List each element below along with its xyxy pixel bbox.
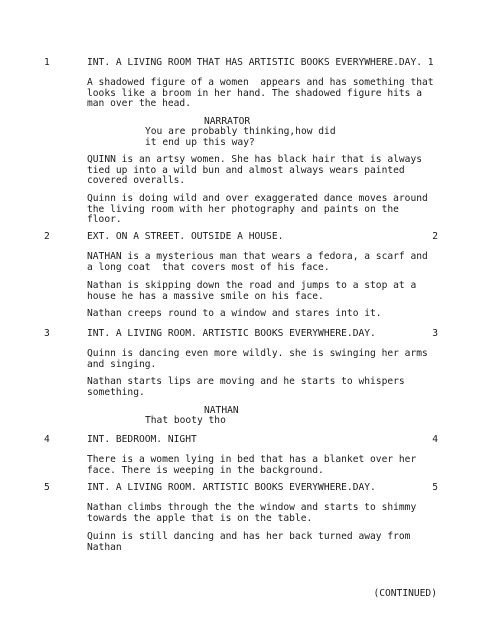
action-paragraph: Nathan climbs through the the window and starts to shimmy towards the apple that is on the table.: [87, 502, 417, 524]
action-paragraph: NATHAN is a mysterious man that wears a fedora, a scarf and a long coat that covers most of his face.: [87, 251, 428, 273]
character-name: NARRATOR: [204, 116, 251, 127]
action-paragraph: There is a women lying in bed that has a blanket over her face. There is weeping in the background.: [87, 454, 417, 476]
scene-number-right: 5: [432, 482, 438, 493]
scene-heading: INT. A LIVING ROOM THAT HAS ARTISTIC BOOKS EVERYWHERE.DAY. 1: [87, 57, 434, 68]
action-paragraph: Quinn is dancing even more wildly. she is swinging her arms and singing.: [87, 348, 428, 370]
scene-number-left: 2: [44, 231, 50, 242]
character-name: NATHAN: [204, 405, 239, 416]
scene-heading: INT. A LIVING ROOM. ARTISTIC BOOKS EVERYWHERE.DAY.: [87, 482, 376, 493]
dialogue-line: You are probably thinking,how did it end up this way?: [145, 126, 336, 148]
action-paragraph: Quinn is still dancing and has her back turned away from Nathan: [87, 531, 411, 553]
action-paragraph: QUINN is an artsy women. She has black hair that is always tied up into a wild bun and almost always wears painted covered overalls.: [87, 154, 423, 187]
dialogue-line: That booty tho: [145, 415, 226, 426]
continued-marker: (CONTINUED): [373, 588, 437, 599]
action-paragraph: Nathan creeps round to a window and stares into it.: [87, 308, 382, 319]
scene-number-left: 1: [44, 57, 50, 68]
action-paragraph: Nathan starts lips are moving and he starts to whispers something.: [87, 376, 405, 398]
action-paragraph: A shadowed figure of a women appears and has something that looks like a broom in her hand. The shadowed figure hits a man over the head.: [87, 77, 434, 110]
scene-number-left: 5: [44, 482, 50, 493]
scene-heading: INT. A LIVING ROOM. ARTISTIC BOOKS EVERYWHERE.DAY.: [87, 328, 376, 339]
scene-number-left: 3: [44, 328, 50, 339]
action-paragraph: Quinn is doing wild and over exaggerated dance moves around the living room with her photography and paints on the floor.: [87, 193, 428, 226]
scene-heading: INT. BEDROOM. NIGHT: [87, 434, 197, 445]
scene-number-right: 3: [432, 328, 438, 339]
scene-number-right: 4: [432, 434, 438, 445]
scene-number-right: 2: [432, 231, 438, 242]
action-paragraph: Nathan is skipping down the road and jumps to a stop at a house he has a massive smile on his face.: [87, 280, 417, 302]
scene-number-left: 4: [44, 434, 50, 445]
scene-heading: EXT. ON A STREET. OUTSIDE A HOUSE.: [87, 231, 284, 242]
